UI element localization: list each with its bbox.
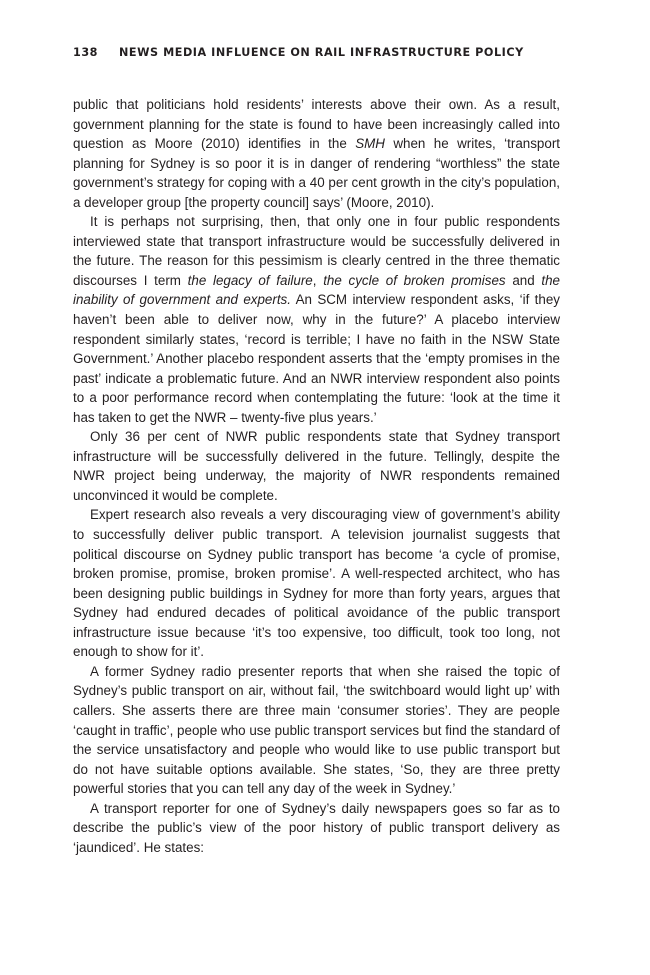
discourse-term: the legacy of failure [187, 272, 313, 288]
paragraph-1 [73, 95, 560, 212]
paragraph-5: A former Sydney radio presenter reports that when she raised the topic of Sydney’s public transport on air, without fail, ‘the switchboard would light up’ with callers. She asserts there are three main ‘consumer stories’. They are people ‘caught in traffic’, people who use public transport services but find the standard of the service unsatisfactory and people who would like to use public transport but do not have suitable options available. She states, ‘So, they are three pretty powerful stories that you can tell any day of the week in Sydney.’ [73, 663, 560, 797]
text-segment: An SCM interview respondent asks, ‘if they haven’t been able to deliver now, why in the future?’ A placebo interview respondent similarly states, ‘record is terrible; I have no faith in the NSW State Government.’ Another placebo respondent asserts that the ‘empty promises in the past’ indicate a problematic future. And an NWR interview respondent also points to a poor performance record when contemplating the future: ‘look at the time it has taken to get the NWR – twenty-five plus years.’ [73, 292, 560, 425]
paragraph-2 [73, 212, 560, 427]
paragraph-3: Only 36 per cent of NWR public respondents state that Sydney transport infrastructure will be successfully delivered in the future. Tellingly, despite the NWR project being underway, the majority of NWR respondents remained unconvinced it would be complete. [73, 429, 560, 503]
text-segment: public that politicians hold residents’ interests above their own. As a result, government planning for the state is found to have been increasingly called into question as Moore (2010) identifies in the [73, 97, 560, 152]
paragraph-6: A transport reporter for one of Sydney’s daily newspapers goes so far as to describe the public’s view of the poor history of public transport delivery as ‘jaundiced’. He states: [73, 800, 560, 855]
discourse-term: the cycle of broken promises [323, 272, 506, 288]
publication-name-smh: SMH [355, 136, 385, 152]
text-segment: when he writes, ‘transport planning for Sydney is so poor it is in danger of rendering “worthless” the state government’s strategy for coping with a 40 per cent growth in the city’s population, a developer group [the property council] says’ (Moore, 2010). [73, 136, 560, 210]
page-number: 138 [73, 46, 99, 59]
discourse-term: the inability of government and experts. [73, 272, 561, 308]
paragraph-4: Expert research also reveals a very discouraging view of government’s ability to successfully deliver public transport. A television journalist suggests that political discourse on Sydney public transport has become ‘a cycle of promise, broken promise, promise, broken promise’. A well-respected architect, who has been designing public buildings in Sydney for more than forty years, argues that Sydney had endured decades of political avoidance of the public transport infrastructure issue because ‘it’s too expensive, too difficult, took too long, not enough to show for it’. [73, 507, 560, 660]
text-segment: , [312, 272, 324, 288]
running-title: NEWS MEDIA INFLUENCE ON RAIL INFRASTRUCTURE POLICY [119, 46, 524, 59]
body-text [73, 95, 560, 857]
running-head [73, 46, 593, 59]
text-segment: It is perhaps not surprising, then, that only one in four public respondents interviewed state that transport infrastructure would be successfully delivered in the future. The reason for this pessimism is clearly centred in the three thematic discourses I term [73, 214, 560, 288]
text-segment: and [505, 272, 542, 288]
